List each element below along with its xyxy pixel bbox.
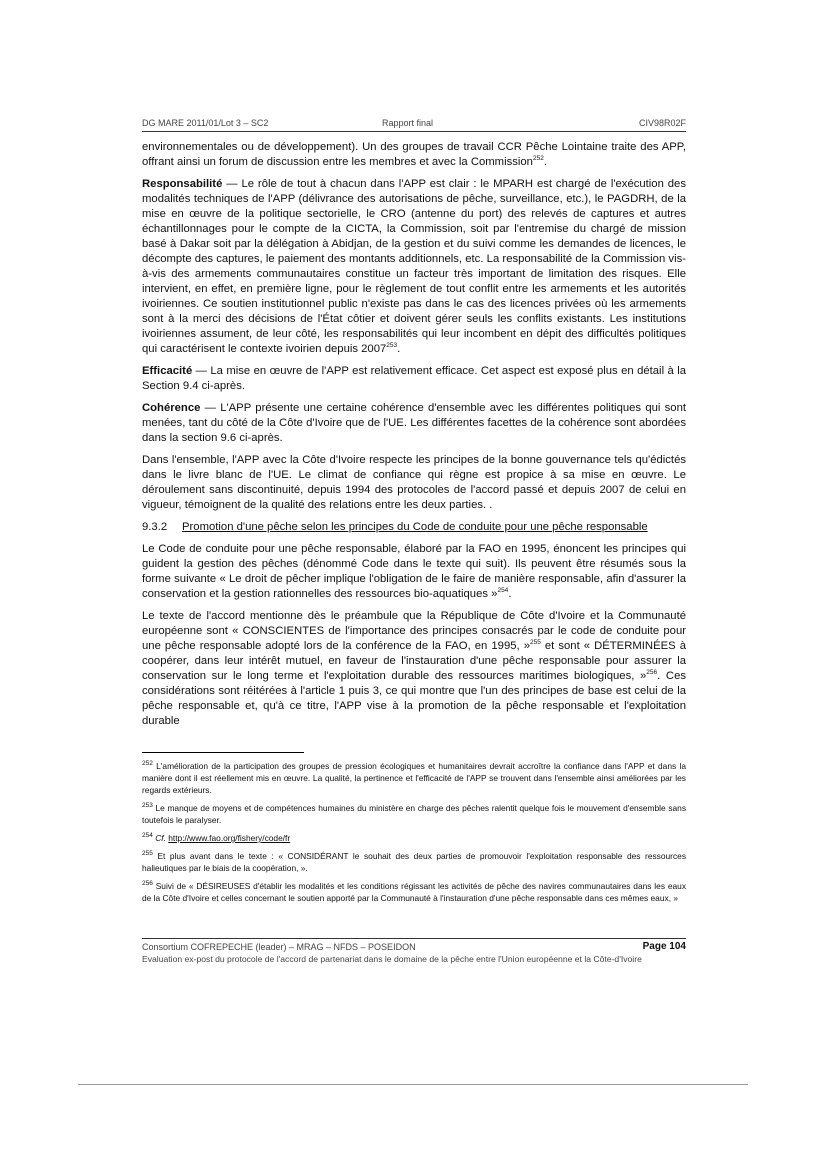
section-title: Promotion d'une pêche selon les principes du Code de conduite pour une pêche responsable — [182, 521, 648, 533]
section-heading — [142, 520, 686, 535]
page-number: Page 104 — [642, 941, 686, 952]
paragraph-heading: Cohérence — [142, 402, 201, 414]
footnote-252: $^{252}$ L'amélioration de la participation des groupes de pression écologiques et humanitaires devrait accroître la confiance dans l'APP et dans la manière dont il est réellement mis en œuvre. La qualité, la pertinence et l'efficacité de l'APP se trouvent dans l'ensemble ainsi améliorées par les regards extérieurs. — [142, 760, 686, 795]
running-footer — [142, 938, 686, 965]
main-text — [142, 140, 686, 736]
paragraph-heading: Responsabilité — [142, 178, 223, 190]
header-code: CIV98R02F — [638, 118, 686, 128]
paragraph-responsabilite: Responsabilité — Le rôle de tout à chacun dans l'APP est clair : le MPARH est chargé de l'exécution des modalités techniques de l'APP (délivrance des autorisations de pêche, surveillance, etc.), le PAGDRH, de la mise en œuvre de la politique sectorielle, le CRO (antenne du port) des relevés de captures et autres échantillonnages pour le compte de la CICTA, la Commission, soit par l'entremise du chargé de mission basé à Dakar soit par la délégation à Abidjan, de la gestion et du suivi comme les demandes de licences, le décompte des captures, le paiement des montants additionnels, etc. La responsabilité de la Commission vis-à-vis des armements communautaires constitue un facteur très important de limitation des risques. Elle intervient, en effet, en première ligne, pour le règlement de tout conflit entre les armements et les autorités ivoiriennes. Ce soutien institutionnel public n'existe pas dans le cas des licences privées où les armements sont à la merci des décisions de l'État côtier et doivent gérer seuls les conflits existants. Les institutions ivoiriennes assument, de leur côté, les responsabilités qui leur incombent en dépit des difficultés politiques qui caractérisent le contexte ivoirien depuis 2007$^{253}$. — [142, 178, 686, 355]
paragraph-heading: Efficacité — [142, 365, 193, 377]
paragraph-coherence: Cohérence — L'APP présente une certaine cohérence d'ensemble avec les différentes politiques qui sont menées, tant du côté de la Côte d'Ivoire que de l'UE. Les différentes facettes de la cohérence sont abordées dans la section 9.6 ci-après. — [142, 402, 686, 444]
footer-subtitle: Evaluation ex-post du protocole de l'accord de partenariat dans le domaine de la pêche entre l'Union européenne et la Côte-d'Ivoire — [142, 954, 642, 964]
footnotes — [142, 760, 686, 910]
paragraph-ensemble: Dans l'ensemble, l'APP avec la Côte d'Ivoire respecte les principes de la bonne gouvernance tels qu'édictés dans le livre blanc de l'UE. Le climat de confiance qui règne est propice à sa mise en œuvre. Le déroulement sans discontinuité, depuis 1994 des protocoles de l'accord passé et depuis 2007 de celui en vigueur, témoignent de la qualité des relations entre les deux parties. . — [142, 454, 686, 511]
paragraph-accord: Le texte de l'accord mentionne dès le préambule que la République de Côte d'Ivoire et la Communauté européenne sont « CONSCIENTES de l'importance des principes consacrés par le code de conduite pour une pêche responsable adopté lors de la conférence de la FAO, en 1995, »$^{255}$ et sont « DÉTERMINÉES à coopérer, dans leur intérêt mutuel, en faveur de l'instauration d'une pêche responsable pour assurer la conservation sur le long terme et l'exploitation durable des ressources maritimes biologiques, »$^{256}$. Ces considérations sont réitérées à l'article 1 puis 3, ce qui montre que l'un des principes de base est celui de la pêche responsable et, qu'à ce titre, l'APP vise à la promotion de la pêche responsable et l'exploitation durable — [142, 610, 687, 727]
footnote-254: $^{254}$ Cf. http://www.fao.org/fishery/code/fr — [142, 832, 291, 843]
footnote-256: $^{256}$ Suivi de « DÉSIREUSES d'établir les modalités et les conditions régissant les activités de pêche des navires communautaires dans les eaux de la Côte d'Ivoire et celles concernant le soutien apporté par la Communauté à l'instauration d'une pêche responsable dans ces mêmes eaux, » — [142, 880, 687, 903]
footnote-ref[interactable]: 256 — [646, 669, 658, 677]
header-title: Rapport final — [382, 118, 434, 128]
footnote-253: $^{253}$ Le manque de moyens et de compétences humaines du ministère en charge des pêches ralentit quelque fois le mouvement d'ensemble sans toutefois le paralyser. — [142, 802, 687, 825]
paragraph-intro: environnementales ou de développement). Un des groupes de travail CCR Pêche Lointaine traite des APP, offrant ainsi un forum de discussion entre les membres et avec la Commission$^{252}$. — [142, 141, 686, 168]
footnote-ref[interactable]: 253 — [386, 342, 398, 350]
header-reference: DG MARE 2011/01/Lot 3 – SC2 — [142, 118, 269, 128]
footnote-separator — [142, 752, 304, 753]
footnote-ref[interactable]: 255 — [529, 639, 541, 647]
paragraph-code-conduite: Le Code de conduite pour une pêche responsable, élaboré par la FAO en 1995, énoncent les principes qui guident la gestion des pêches (dénommé Code dans le texte qui suit). Ils peuvent être résumés sous la forme suivante « Le droit de pêcher implique l'obligation de le faire de manière responsable, afin d'assurer la conservation et la gestion rationnelles des ressources bio-aquatiques »$^{254}$. — [142, 543, 686, 600]
running-header — [142, 117, 686, 132]
fao-code-link[interactable]: http://www.fao.org/fishery/code/fr — [168, 833, 291, 843]
footnote-ref[interactable]: 252 — [532, 155, 544, 163]
page-bottom-divider — [78, 1084, 748, 1085]
footer-consortium: Consortium COFREPECHE (leader) – MRAG – NFDS – POSEIDON — [142, 942, 416, 952]
footnote-255: $^{255}$ Et plus avant dans le texte : « CONSIDÉRANT le souhait des deux parties de promouvoir l'exploitation responsable des ressources halieutiques par le biais de la coopération, ». — [142, 850, 687, 873]
section-number: 9.3.2 — [142, 521, 168, 533]
paragraph-efficacite: Efficacité — La mise en œuvre de l'APP est relativement efficace. Cet aspect est exposé plus en détail à la Section 9.4 ci-après. — [142, 365, 686, 392]
footnote-ref[interactable]: 254 — [497, 587, 509, 595]
